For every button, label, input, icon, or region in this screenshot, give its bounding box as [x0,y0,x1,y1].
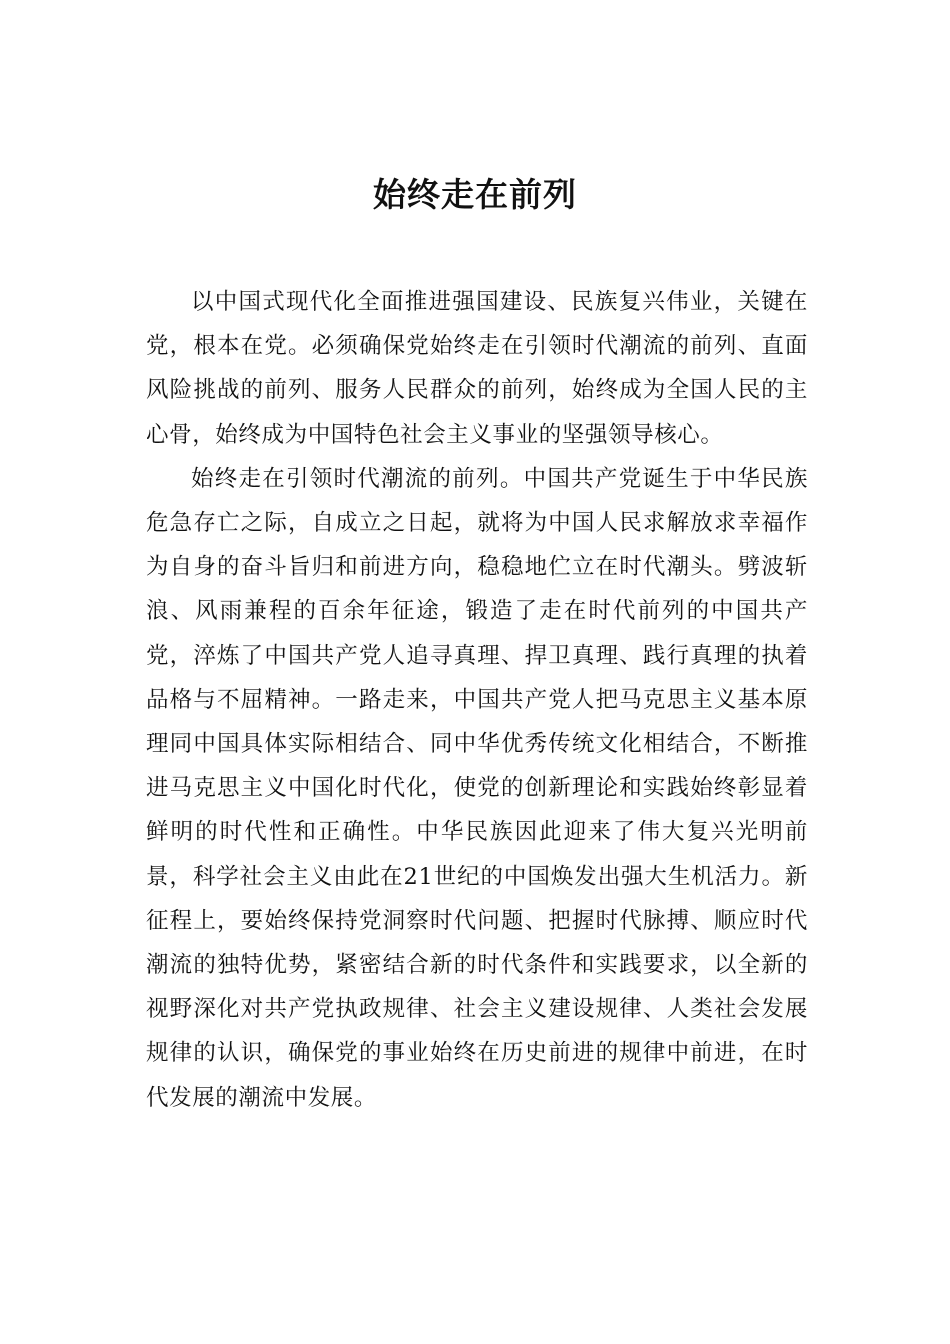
paragraph-intro: 以中国式现代化全面推进强国建设、民族复兴伟业，关键在党，根本在党。必须确保党始终走在引领时代潮流的前列、直面风险挑战的前列、服务人民群众的前列，始终成为全国人民的主心骨，始终成为中国特色社会主义事业的坚强领导核心。 [146,289,808,448]
paragraph-era-trend: 始终走在引领时代潮流的前列。中国共产党诞生于中华民族危急存亡之际，自成立之日起，就将为中国人民求解放求幸福作为自身的奋斗旨归和前进方向，稳稳地伫立在时代潮头。劈波斩浪、风雨兼程的百余年征途，锻造了走在时代前列的中国共产党，淬炼了中国共产党人追寻真理、捍卫真理、践行真理的执着品格与不屈精神。一路走来，中国共产党人把马克思主义基本原理同中国具体实际相结合、同中华优秀传统文化相结合，不断推进马克思主义中国化时代化，使党的创新理论和实践始终彰显着鲜明的时代性和正确性。中华民族因此迎来了伟大复兴光明前景，科学社会主义由此在21世纪的中国焕发出强大生机活力。新征程上，要始终保持党洞察时代问题、把握时代脉搏、顺应时代潮流的独特优势，紧密结合新的时代条件和实践要求，以全新的视野深化对共产党执政规律、社会主义建设规律、人类社会发展规律的认识，确保党的事业始终在历史前进的规律中前进，在时代发展的潮流中发展。 [146,465,808,1111]
document-body [146,280,808,1120]
document-title: 始终走在前列 [373,175,577,214]
